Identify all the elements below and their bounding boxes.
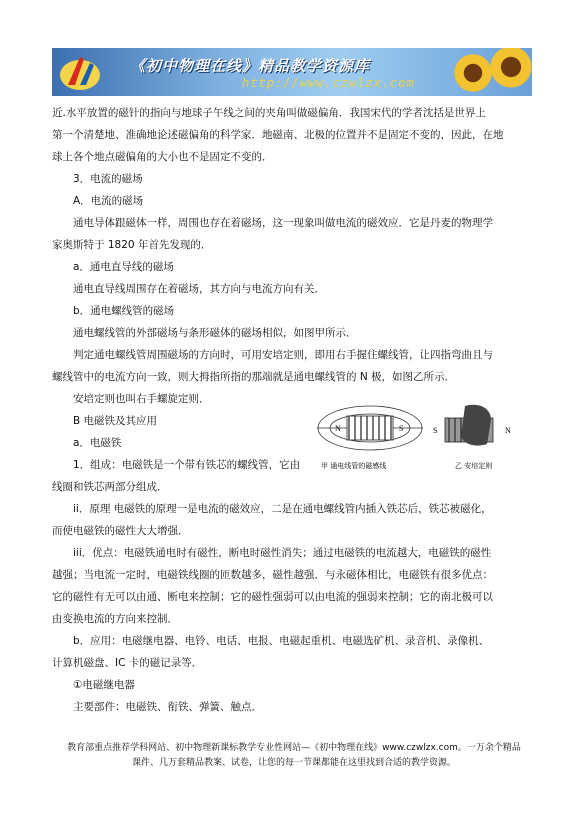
right-hand-rule-diagram [433,405,511,446]
body-line: 通电螺线管的外部磁场与条形磁体的磁场相似，如图甲所示． [73,327,357,339]
body-line: 球上各个地点磁偏角的大小也不是固定不变的． [52,151,273,163]
banner-url: http://www.czwlzx.com [242,76,415,90]
body-line: iii．优点：电磁铁通电时有磁性，断电时磁性消失；通过电磁铁的电流越大，电磁铁的磁性 [73,547,492,559]
body-line: 1．组成：电磁铁是一个带有铁芯的螺线管，它由 [73,459,301,471]
section-heading: B 电磁铁及其应用 [73,415,158,427]
body-line: 它的磁性有无可以由通、断电来控制；它的磁性强弱可以由电流的强弱来控制；它的南北极可以 [52,591,493,603]
solenoid-field-diagram [317,406,423,450]
body-line: 而使电磁铁的磁性大大增强． [52,525,189,537]
body-line: 第一个清楚地、准确地论述磁偏角的科学家．地磁南、北极的位置并不是固定不变的，因此，在地 [52,129,504,141]
footer-line: 课件、几万套精品教案、试卷，让您的每一节课都能在这里找到合适的教学资源。 [131,758,456,768]
label-n-right: N [505,426,511,435]
solenoid-figure [315,398,535,476]
sunflower-image [488,48,532,90]
body-line: 安培定则也叫右手螺旋定则． [73,393,210,405]
section-heading: a．通电直导线的磁场 [73,261,174,273]
body-line: 通电直导线周围存在着磁场，其方向与电流方向有关． [73,283,325,295]
caption-b: 乙 安培定则 [455,462,493,470]
label-n-left: N [335,424,341,433]
body-line: 计算机磁盘、IC 卡的磁记录等． [52,657,203,669]
page-footer [52,741,536,771]
label-s-right: S [433,426,438,435]
body-line: 近.水平放置的磁针的指向与地球子午线之间的夹角叫做磁偏角．我国宋代的学者沈括是世界上 [52,107,486,119]
body-line: 越强；当电流一定时，电磁铁线圈的匝数越多，磁性越强．与永磁体相比，电磁铁有很多优点： [52,569,493,581]
section-heading: a．电磁铁 [73,437,122,449]
banner-title: 《初中物理在线》精品教学资源库 [130,57,371,75]
body-line: b．应用：电磁继电器、电铃、电话、电报、电磁起重机、电磁选矿机、录音机、录像机、 [73,635,490,647]
sunflower-image [452,52,494,94]
body-line: 线圈和铁芯两部分组成． [52,481,168,493]
body-line: 判定通电螺线管周围磁场的方向时，可用安培定则，即用右手握住螺线管，让四指弯曲且与 [73,349,493,361]
body-line: 通电导体跟磁体一样，周围也存在着磁场，这一现象叫做电流的磁效应．它是丹麦的物理学 [73,217,493,229]
site-banner [52,48,532,96]
site-logo [58,51,102,93]
footer-line: 教育部重点推荐学科网站、初中物理新课标教学专业性网站—《初中物理在线》www.czwlzx.com。一万余个精品 [67,743,521,753]
caption-a: 甲 通电线管的磁感线 [321,462,387,470]
body-line: 螺线管中的电流方向一致，则大拇指所指的那端就是通电螺线管的 N 极，如图乙所示． [52,371,456,383]
body-line: 主要部件：电磁铁、衔铁、弹簧、触点． [73,701,262,713]
label-s-left: S [399,424,404,433]
body-line: 由变换电流的方向来控制． [52,613,178,625]
section-heading: A．电流的磁场 [73,195,144,207]
section-heading: b．通电螺线管的磁场 [73,305,175,317]
section-heading: ①电磁继电器 [73,679,135,691]
body-line: ii．原理 电磁铁的原理一是电流的磁效应，二是在通电螺线管内插入铁芯后，铁芯被磁化， [73,503,492,515]
section-heading: 3．电流的磁场 [73,173,143,185]
body-line: 家奥斯特于 1820 年首先发现的． [52,239,212,251]
